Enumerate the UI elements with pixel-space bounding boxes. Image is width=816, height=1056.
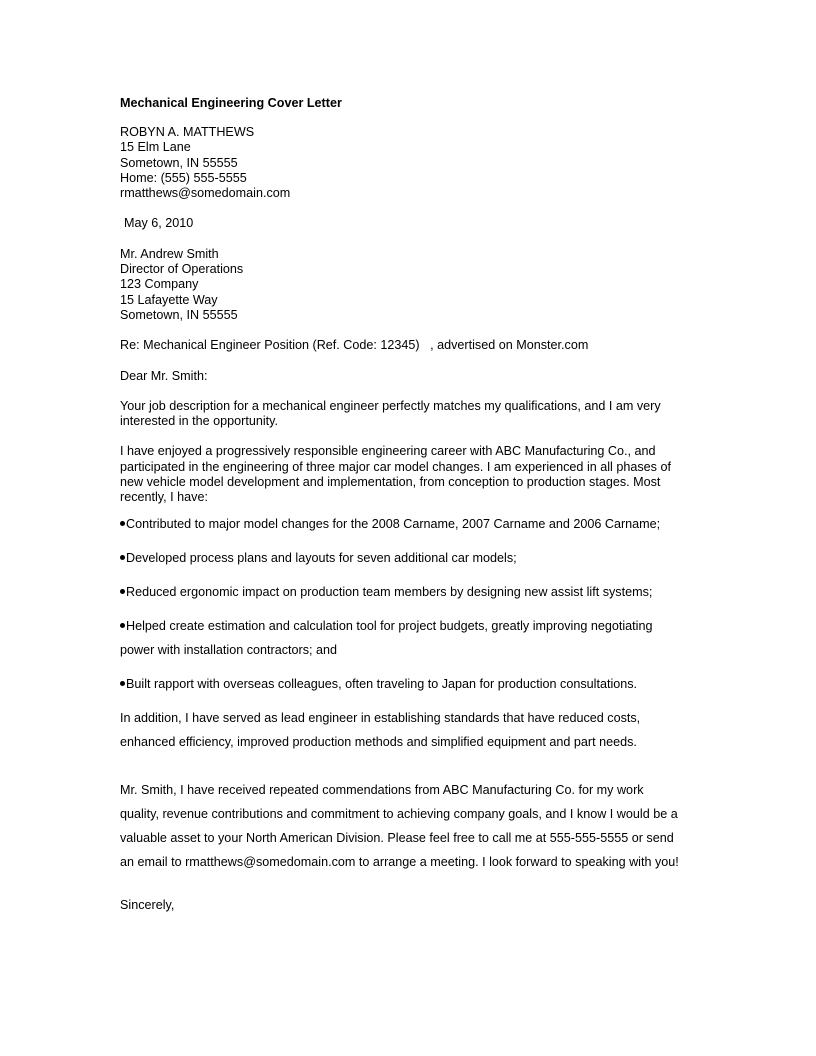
sender-address <box>120 125 685 201</box>
bullet-icon <box>120 623 125 628</box>
list-item: Reduced ergonomic impact on production team members by designing new assist lift systems; <box>120 580 685 604</box>
letter-date: May 6, 2010 <box>124 216 194 231</box>
salutation: Dear Mr. Smith: <box>120 368 208 383</box>
list-item: Contributed to major model changes for the 2008 Carname, 2007 Carname and 2006 Carname; <box>120 512 685 536</box>
list-item: Built rapport with overseas colleagues, often traveling to Japan for production consultations. <box>120 672 685 696</box>
closing: Sincerely, <box>120 897 175 912</box>
bullet-icon <box>120 555 125 560</box>
letter-page <box>120 95 685 913</box>
re-line: Re: Mechanical Engineer Position (Ref. Code: 12345) , advertised on Monster.com <box>120 338 589 353</box>
list-item: Developed process plans and layouts for seven additional car models; <box>120 546 685 570</box>
paragraph-closing: Mr. Smith, I have received repeated commendations from ABC Manufacturing Co. for my work quality, revenue contributions and commitment to achieving company goals, and I know I would be a valuable asset to your North American Division. Please feel free to call me at 555-555-5555 or send an email to rmatthews@somedomain.com to arrange a meeting. I look forward to speaking with you! <box>120 782 679 869</box>
accomplishments-list <box>120 512 685 696</box>
sender-phone: Home: (555) 555-5555 <box>120 170 247 185</box>
sender-email: rmatthews@somedomain.com <box>120 186 291 201</box>
document-title: Mechanical Engineering Cover Letter <box>120 96 342 110</box>
paragraph-standards: In addition, I have served as lead engineer in establishing standards that have reduced costs, enhanced efficiency, improved production methods and simplified equipment and part needs. <box>120 710 641 749</box>
sender-name: ROBYN A. MATTHEWS <box>120 125 255 139</box>
recipient-company: 123 Company <box>120 277 199 292</box>
sender-street: 15 Elm Lane <box>120 140 191 155</box>
recipient-street: 15 Lafayette Way <box>120 292 218 307</box>
sender-city: Sometown, IN 55555 <box>120 155 238 170</box>
bullet-icon <box>120 681 125 686</box>
list-item: Helped create estimation and calculation tool for project budgets, greatly improving negotiating power with installation contractors; and <box>120 618 653 657</box>
paragraph-intro: Your job description for a mechanical engineer perfectly matches my qualifications, and I am very interested in the opportunity. <box>120 398 661 429</box>
bullet-icon <box>120 521 125 526</box>
paragraph-experience: I have enjoyed a progressively responsible engineering career with ABC Manufacturing Co., and participated in the engineering of three major car model changes. I am experienced in all phases of new vehicle model development and implementation, from conception to production stages. Most recently, I have: <box>120 444 671 505</box>
recipient-title: Director of Operations <box>120 262 244 277</box>
recipient-address <box>120 247 685 323</box>
recipient-name: Mr. Andrew Smith <box>120 246 219 261</box>
recipient-city: Sometown, IN 55555 <box>120 307 238 322</box>
bullet-icon <box>120 589 125 594</box>
